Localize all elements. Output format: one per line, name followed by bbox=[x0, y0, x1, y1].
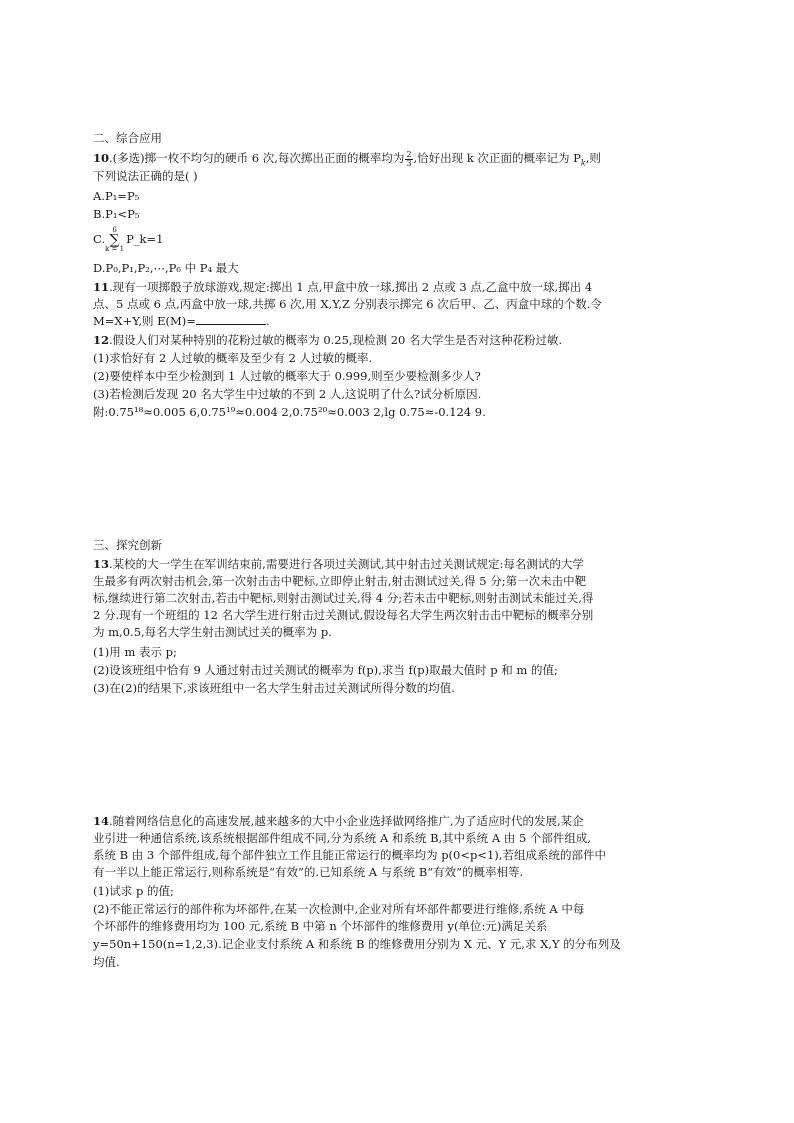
summation-symbol: 6 ∑ k = 1 bbox=[105, 226, 125, 253]
question-14-line9: 均值. bbox=[93, 955, 120, 969]
question-14-line3: 系统 B 由 3 个部件组成,每个部件独立工作且能正常运行的概率均为 p(0<p<1),若组成系统的部件中 bbox=[93, 848, 606, 862]
question-14-part2: (2)不能正常运行的部件称为坏部件,在某一次检测中,企业对所有坏部件都要进行维修,系统 A 中每 bbox=[93, 902, 585, 916]
question-number: 12 bbox=[93, 333, 110, 347]
question-12-part2: (2)要使样本中至少检测到 1 人过敏的概率大于 0.999,则至少要检测多少人? bbox=[93, 369, 481, 383]
question-13-line3: 标,继续进行第二次射击,若击中靶标,则射击测试过关,得 4 分;若未击中靶标,则射击测试未能过关,得 bbox=[93, 591, 594, 605]
question-number: 13 bbox=[93, 557, 110, 571]
question-11-line1 bbox=[93, 279, 705, 295]
option-label: C. bbox=[93, 232, 106, 246]
question-number: 11 bbox=[93, 280, 110, 294]
question-12-part1: (1)求恰好有 2 人过敏的概率及至少有 2 人过敏的概率. bbox=[93, 351, 373, 365]
answer-blank[interactable] bbox=[196, 313, 266, 325]
fraction-numerator: 2 bbox=[406, 150, 412, 159]
fraction bbox=[405, 151, 412, 168]
sum-lower-limit: k = 1 bbox=[105, 245, 125, 253]
question-13-part2: (2)设该班组中恰有 9 人通过射击过关测试的概率为 f(p),求当 f(p)取最大值时 p 和 m 的值; bbox=[93, 663, 558, 677]
option-b: B.P₁<P₅ bbox=[93, 207, 140, 221]
question-text: ,则 bbox=[585, 151, 601, 165]
question-11-line2: 点、5 点或 6 点,丙盒中放一球,共掷 6 次,用 X,Y,Z 分别表示掷完 6 次后甲、乙、丙盒中球的个数.令 bbox=[93, 297, 602, 311]
question-14-part1: (1)试求 p 的值; bbox=[93, 884, 174, 898]
question-14-line8: y=50n+150(n=1,2,3).记企业支付系统 A 和系统 B 的维修费用分别为 X 元、Y 元,求 X,Y 的分布列及 bbox=[93, 937, 621, 951]
question-13-part1: (1)用 m 表示 p; bbox=[93, 645, 177, 659]
question-12-part3: (3)若检测后发现 20 名大学生中过敏的不到 2 人,这说明了什么?试分析原因. bbox=[93, 387, 482, 401]
section-heading-exploration: 三、探究创新 bbox=[93, 538, 162, 552]
question-10-stem-line2: 下列说法正确的是( ) bbox=[93, 169, 198, 183]
question-14-line2: 业引进一种通信系统,该系统根据部件组成不同,分为系统 A 和系统 B,其中系统 A 由 5 个部件组成, bbox=[93, 831, 592, 845]
question-14-line7: 个坏部件的维修费用均为 100 元,系统 B 中第 n 个坏部件的维修费用 y(单位:元)满足关系 bbox=[93, 919, 548, 933]
question-text: .现有一项掷骰子放球游戏,规定:掷出 1 点,甲盒中放一球,掷出 2 点或 3 点,乙盒中放一球,掷出 4 bbox=[109, 280, 593, 294]
subscript: k bbox=[580, 158, 586, 168]
question-12-appendix: 附:0.75¹⁸≈0.005 6,0.75¹⁹≈0.004 2,0.75²⁰≈0.003 2,lg 0.75≈-0.124 9. bbox=[93, 405, 486, 419]
option-text: P_k=1 bbox=[126, 232, 164, 246]
question-13-line4: 2 分.现有一个班组的 12 名大学生进行射击过关测试,假设每名大学生两次射击击中靶标的概率分别 bbox=[93, 608, 594, 622]
question-14-line4: 有一半以上能正常运行,则称系统是“有效”的.已知系统 A 与系统 B“有效”的概率相等. bbox=[93, 865, 524, 879]
question-text: .随着网络信息化的高速发展,越来越多的大中小企业选择做网络推广,为了适应时代的发展,某企 bbox=[109, 814, 584, 828]
question-14-line1 bbox=[93, 813, 705, 829]
question-number: 14 bbox=[93, 814, 110, 828]
question-text: ,恰好出现 k 次正面的概率记为 P bbox=[413, 151, 581, 165]
option-a: A.P₁=P₅ bbox=[93, 189, 140, 203]
question-13-part3: (3)在(2)的结果下,求该班组中一名大学生射击过关测试所得分数的均值. bbox=[93, 681, 455, 695]
question-11-line3: M=X+Y,则 E(M)= . bbox=[93, 314, 270, 328]
question-13-line1 bbox=[93, 556, 705, 572]
fraction-denominator: 3 bbox=[406, 158, 412, 168]
question-text: M=X+Y,则 E(M)= bbox=[93, 314, 196, 328]
option-c bbox=[93, 224, 705, 254]
option-d: D.P₀,P₁,P₂,⋯,P₆ 中 P₄ 最大 bbox=[93, 261, 239, 275]
section-heading-comprehensive: 二、综合应用 bbox=[93, 131, 162, 145]
question-13-line5: 为 m,0.5,每名大学生射击测试过关的概率为 p. bbox=[93, 625, 332, 639]
sum-upper-limit: 6 bbox=[112, 226, 117, 234]
question-text: .假设人们对某种特别的花粉过敏的概率为 0.25,现检测 20 名大学生是否对这种花粉过敏. bbox=[109, 333, 563, 347]
question-number: 10 bbox=[93, 151, 110, 165]
question-12-line1 bbox=[93, 332, 705, 348]
question-text: .某校的大一学生在军训结束前,需要进行各项过关测试,其中射击过关测试规定:每名测试的大学 bbox=[109, 557, 584, 571]
question-13-line2: 生最多有两次射击机会,第一次射击击中靶标,立即停止射击,射击测试过关,得 5 分;第一次未击中靶 bbox=[93, 574, 587, 588]
question-text: .(多选)掷一枚不均匀的硬币 6 次,每次掷出正面的概率均为 bbox=[109, 151, 405, 165]
